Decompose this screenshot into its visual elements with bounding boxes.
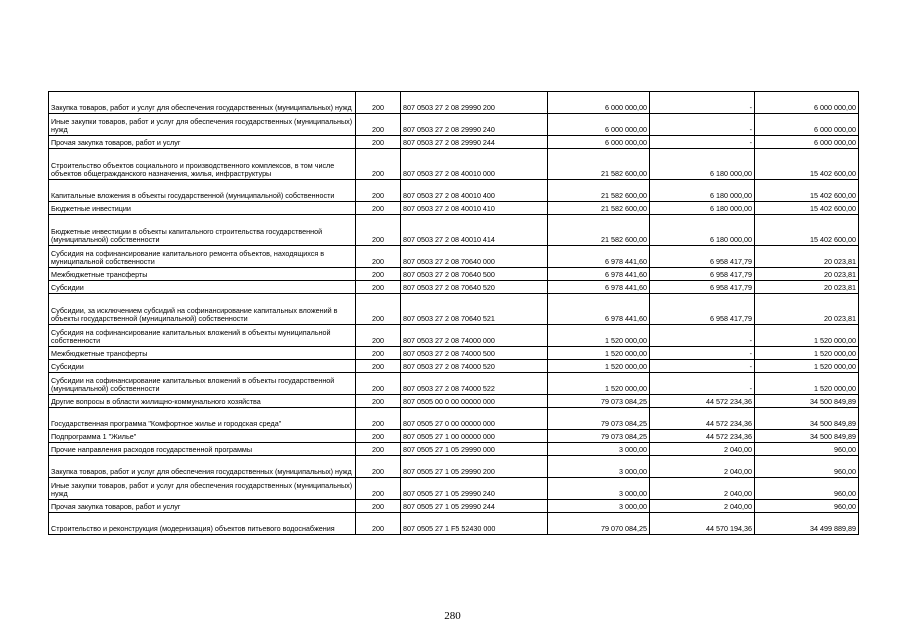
row-approved-cell: 1 520 000,00 xyxy=(548,360,650,373)
table-row xyxy=(49,281,859,294)
table-row xyxy=(49,456,859,478)
row-approved-cell: 6 978 441,60 xyxy=(548,294,650,325)
row-executed-cell: 44 572 234,36 xyxy=(650,395,755,408)
row-code-cell: 200 xyxy=(356,268,401,281)
row-kbk-cell: 807 0505 27 0 00 00000 000 xyxy=(401,408,548,430)
row-executed-cell: 6 958 417,79 xyxy=(650,268,755,281)
row-name-cell: Межбюджетные трансферты xyxy=(49,347,356,360)
row-approved-cell: 6 000 000,00 xyxy=(548,136,650,149)
row-code-cell: 200 xyxy=(356,443,401,456)
table-row xyxy=(49,513,859,535)
row-approved-cell: 21 582 600,00 xyxy=(548,202,650,215)
row-code-cell: 200 xyxy=(356,500,401,513)
row-name-cell: Капитальные вложения в объекты государственной (муниципальной) собственности xyxy=(49,180,356,202)
row-approved-cell: 21 582 600,00 xyxy=(548,215,650,246)
row-kbk-cell: 807 0505 00 0 00 00000 000 xyxy=(401,395,548,408)
table-row xyxy=(49,202,859,215)
row-name-cell: Строительство объектов социального и производственного комплексов, в том числе объектов общегражданского назначения, жилья, инфраструктуры xyxy=(49,149,356,180)
table-row xyxy=(49,136,859,149)
row-kbk-cell: 807 0505 27 1 00 00000 000 xyxy=(401,430,548,443)
row-executed-cell: - xyxy=(650,325,755,347)
row-kbk-cell: 807 0505 27 1 05 29990 200 xyxy=(401,456,548,478)
row-approved-cell: 1 520 000,00 xyxy=(548,325,650,347)
row-unexecuted-cell: 20 023,81 xyxy=(755,268,859,281)
table-row xyxy=(49,215,859,246)
row-executed-cell: 2 040,00 xyxy=(650,456,755,478)
row-kbk-cell: 807 0505 27 1 05 29990 000 xyxy=(401,443,548,456)
row-executed-cell: - xyxy=(650,360,755,373)
row-executed-cell: 2 040,00 xyxy=(650,478,755,500)
row-executed-cell: 2 040,00 xyxy=(650,500,755,513)
row-approved-cell: 79 073 084,25 xyxy=(548,395,650,408)
row-unexecuted-cell: 6 000 000,00 xyxy=(755,114,859,136)
row-unexecuted-cell: 20 023,81 xyxy=(755,246,859,268)
row-unexecuted-cell: 15 402 600,00 xyxy=(755,180,859,202)
row-approved-cell: 3 000,00 xyxy=(548,500,650,513)
row-name-cell: Подпрограмма 1 "Жилье" xyxy=(49,430,356,443)
row-executed-cell: 2 040,00 xyxy=(650,443,755,456)
row-code-cell: 200 xyxy=(356,149,401,180)
row-code-cell: 200 xyxy=(356,215,401,246)
row-code-cell: 200 xyxy=(356,114,401,136)
row-executed-cell: - xyxy=(650,347,755,360)
row-approved-cell: 21 582 600,00 xyxy=(548,180,650,202)
row-name-cell: Закупка товаров, работ и услуг для обеспечения государственных (муниципальных) нужд xyxy=(49,92,356,114)
row-kbk-cell: 807 0503 27 2 08 74000 520 xyxy=(401,360,548,373)
table-row xyxy=(49,149,859,180)
table-row xyxy=(49,500,859,513)
row-kbk-cell: 807 0503 27 2 08 70640 000 xyxy=(401,246,548,268)
row-unexecuted-cell: 960,00 xyxy=(755,500,859,513)
row-code-cell: 200 xyxy=(356,360,401,373)
table-row xyxy=(49,92,859,114)
row-name-cell: Субсидии xyxy=(49,360,356,373)
row-kbk-cell: 807 0503 27 2 08 40010 410 xyxy=(401,202,548,215)
row-name-cell: Прочие направления расходов государственной программы xyxy=(49,443,356,456)
row-kbk-cell: 807 0503 27 2 08 74000 522 xyxy=(401,373,548,395)
table-row xyxy=(49,246,859,268)
row-name-cell: Государственная программа "Комфортное жилье и городская среда" xyxy=(49,408,356,430)
row-executed-cell: - xyxy=(650,92,755,114)
row-approved-cell: 6 978 441,60 xyxy=(548,268,650,281)
row-approved-cell: 1 520 000,00 xyxy=(548,347,650,360)
table-row xyxy=(49,180,859,202)
row-name-cell: Строительство и реконструкция (модернизация) объектов питьевого водоснабжения xyxy=(49,513,356,535)
row-name-cell: Закупка товаров, работ и услуг для обеспечения государственных (муниципальных) нужд xyxy=(49,456,356,478)
row-executed-cell: - xyxy=(650,114,755,136)
row-code-cell: 200 xyxy=(356,92,401,114)
row-executed-cell: 6 958 417,79 xyxy=(650,294,755,325)
row-kbk-cell: 807 0503 27 2 08 29990 240 xyxy=(401,114,548,136)
row-name-cell: Иные закупки товаров, работ и услуг для обеспечения государственных (муниципальных) нужд xyxy=(49,114,356,136)
row-code-cell: 200 xyxy=(356,430,401,443)
row-unexecuted-cell: 1 520 000,00 xyxy=(755,325,859,347)
row-executed-cell: - xyxy=(650,136,755,149)
row-unexecuted-cell: 6 000 000,00 xyxy=(755,136,859,149)
row-name-cell: Прочая закупка товаров, работ и услуг xyxy=(49,500,356,513)
row-unexecuted-cell: 34 500 849,89 xyxy=(755,408,859,430)
row-code-cell: 200 xyxy=(356,408,401,430)
row-executed-cell: 6 958 417,79 xyxy=(650,281,755,294)
row-executed-cell: 6 180 000,00 xyxy=(650,149,755,180)
table-row xyxy=(49,360,859,373)
row-name-cell: Прочая закупка товаров, работ и услуг xyxy=(49,136,356,149)
budget-execution-table xyxy=(48,91,859,535)
row-approved-cell: 21 582 600,00 xyxy=(548,149,650,180)
row-kbk-cell: 807 0503 27 2 08 74000 000 xyxy=(401,325,548,347)
row-code-cell: 200 xyxy=(356,246,401,268)
row-approved-cell: 1 520 000,00 xyxy=(548,373,650,395)
row-code-cell: 200 xyxy=(356,395,401,408)
row-unexecuted-cell: 1 520 000,00 xyxy=(755,347,859,360)
row-unexecuted-cell: 20 023,81 xyxy=(755,281,859,294)
row-executed-cell: 6 180 000,00 xyxy=(650,180,755,202)
row-kbk-cell: 807 0503 27 2 08 40010 000 xyxy=(401,149,548,180)
row-unexecuted-cell: 34 500 849,89 xyxy=(755,395,859,408)
table-row xyxy=(49,478,859,500)
row-kbk-cell: 807 0503 27 2 08 70640 520 xyxy=(401,281,548,294)
row-name-cell: Субсидия на софинансирование капитального ремонта объектов, находящихся в муниципальной собственности xyxy=(49,246,356,268)
row-name-cell: Иные закупки товаров, работ и услуг для обеспечения государственных (муниципальных) нужд xyxy=(49,478,356,500)
table-row xyxy=(49,114,859,136)
row-name-cell: Бюджетные инвестиции xyxy=(49,202,356,215)
row-unexecuted-cell: 960,00 xyxy=(755,443,859,456)
row-unexecuted-cell: 15 402 600,00 xyxy=(755,202,859,215)
row-approved-cell: 79 073 084,25 xyxy=(548,408,650,430)
row-kbk-cell: 807 0503 27 2 08 29990 200 xyxy=(401,92,548,114)
row-code-cell: 200 xyxy=(356,281,401,294)
row-unexecuted-cell: 20 023,81 xyxy=(755,294,859,325)
table-body xyxy=(49,92,859,535)
row-kbk-cell: 807 0503 27 2 08 29990 244 xyxy=(401,136,548,149)
row-kbk-cell: 807 0503 27 2 08 40010 400 xyxy=(401,180,548,202)
table-row xyxy=(49,268,859,281)
row-executed-cell: - xyxy=(650,373,755,395)
row-name-cell: Субсидии, за исключением субсидий на софинансирование капитальных вложений в объекты государственной (муниципальной) собственности xyxy=(49,294,356,325)
table-row xyxy=(49,443,859,456)
row-executed-cell: 6 958 417,79 xyxy=(650,246,755,268)
row-unexecuted-cell: 960,00 xyxy=(755,478,859,500)
row-executed-cell: 6 180 000,00 xyxy=(650,202,755,215)
row-unexecuted-cell: 1 520 000,00 xyxy=(755,360,859,373)
row-name-cell: Межбюджетные трансферты xyxy=(49,268,356,281)
row-name-cell: Субсидии на софинансирование капитальных вложений в объекты государственной (муниципальной) собственности xyxy=(49,373,356,395)
row-kbk-cell: 807 0503 27 2 08 40010 414 xyxy=(401,215,548,246)
row-code-cell: 200 xyxy=(356,456,401,478)
row-kbk-cell: 807 0503 27 2 08 74000 500 xyxy=(401,347,548,360)
row-executed-cell: 6 180 000,00 xyxy=(650,215,755,246)
table-row xyxy=(49,408,859,430)
row-approved-cell: 3 000,00 xyxy=(548,456,650,478)
row-code-cell: 200 xyxy=(356,180,401,202)
row-unexecuted-cell: 34 500 849,89 xyxy=(755,430,859,443)
row-kbk-cell: 807 0505 27 1 05 29990 244 xyxy=(401,500,548,513)
row-unexecuted-cell: 15 402 600,00 xyxy=(755,215,859,246)
row-unexecuted-cell: 34 499 889,89 xyxy=(755,513,859,535)
row-unexecuted-cell: 6 000 000,00 xyxy=(755,92,859,114)
row-code-cell: 200 xyxy=(356,478,401,500)
row-name-cell: Бюджетные инвестиции в объекты капитального строительства государственной (муниципальной) собственности xyxy=(49,215,356,246)
row-approved-cell: 79 070 084,25 xyxy=(548,513,650,535)
table-row xyxy=(49,347,859,360)
row-code-cell: 200 xyxy=(356,347,401,360)
row-approved-cell: 6 978 441,60 xyxy=(548,281,650,294)
row-code-cell: 200 xyxy=(356,373,401,395)
table-row xyxy=(49,294,859,325)
row-approved-cell: 79 073 084,25 xyxy=(548,430,650,443)
row-approved-cell: 6 000 000,00 xyxy=(548,92,650,114)
table-row xyxy=(49,325,859,347)
row-kbk-cell: 807 0503 27 2 08 70640 500 xyxy=(401,268,548,281)
row-executed-cell: 44 572 234,36 xyxy=(650,430,755,443)
row-code-cell: 200 xyxy=(356,202,401,215)
row-code-cell: 200 xyxy=(356,325,401,347)
row-name-cell: Субсидия на софинансирование капитальных вложений в объекты муниципальной собственности xyxy=(49,325,356,347)
row-name-cell: Другие вопросы в области жилищно-коммунального хозяйства xyxy=(49,395,356,408)
page-number: 280 xyxy=(444,610,461,622)
row-code-cell: 200 xyxy=(356,136,401,149)
table-row xyxy=(49,373,859,395)
table-row xyxy=(49,395,859,408)
row-executed-cell: 44 570 194,36 xyxy=(650,513,755,535)
row-kbk-cell: 807 0503 27 2 08 70640 521 xyxy=(401,294,548,325)
row-unexecuted-cell: 1 520 000,00 xyxy=(755,373,859,395)
row-approved-cell: 3 000,00 xyxy=(548,443,650,456)
row-kbk-cell: 807 0505 27 1 05 29990 240 xyxy=(401,478,548,500)
row-approved-cell: 3 000,00 xyxy=(548,478,650,500)
row-executed-cell: 44 572 234,36 xyxy=(650,408,755,430)
row-unexecuted-cell: 15 402 600,00 xyxy=(755,149,859,180)
row-code-cell: 200 xyxy=(356,294,401,325)
row-unexecuted-cell: 960,00 xyxy=(755,456,859,478)
row-kbk-cell: 807 0505 27 1 F5 52430 000 xyxy=(401,513,548,535)
row-code-cell: 200 xyxy=(356,513,401,535)
table-row xyxy=(49,430,859,443)
row-approved-cell: 6 000 000,00 xyxy=(548,114,650,136)
row-approved-cell: 6 978 441,60 xyxy=(548,246,650,268)
row-name-cell: Субсидии xyxy=(49,281,356,294)
